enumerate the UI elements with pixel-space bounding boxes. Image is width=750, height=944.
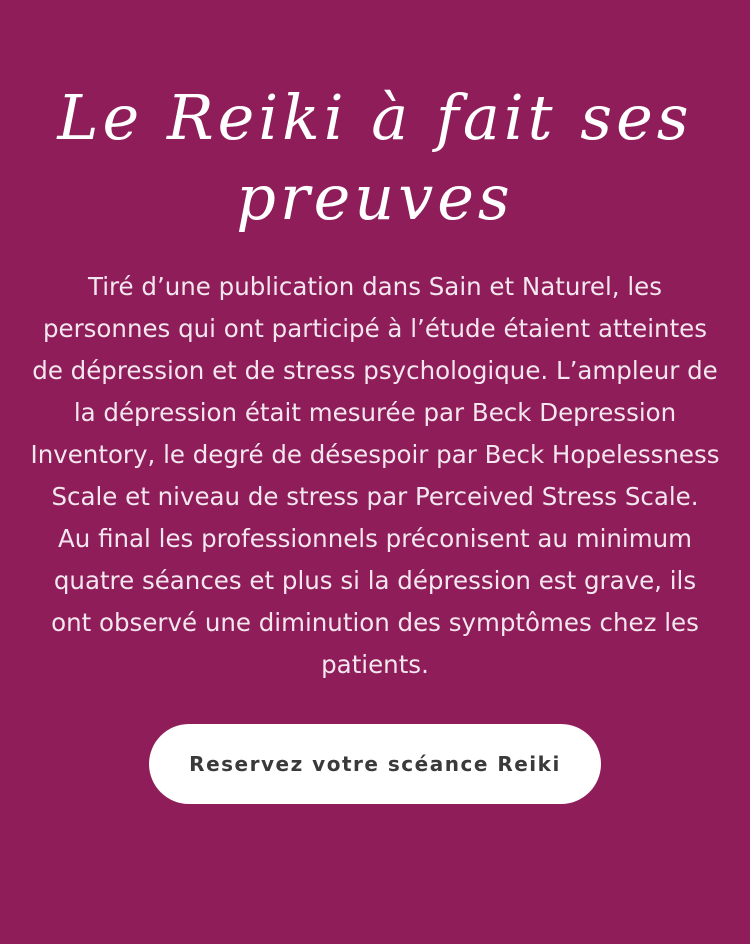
book-reiki-session-button[interactable]: Reservez votre scéance Reiki	[149, 724, 601, 804]
paragraph-study: Tiré d’une publication dans Sain et Naturel, les personnes qui ont participé à l’étude étaient atteintes de dépression et de stress psychologique. L’ampleur de la dépression était mesurée par Beck Depression Inventory, le degré de désespoir par Beck Hopelessness Scale et niveau de stress par Perceived Stress Scale.	[30, 272, 720, 511]
section-title: Le Reiki à fait ses preuves	[57, 81, 693, 234]
paragraph-conclusion: Au final les professionnels préconisent au minimum quatre séances et plus si la dépression est grave, ils ont observé une diminution des symptômes chez les patients.	[51, 524, 699, 679]
section-body	[30, 266, 720, 686]
